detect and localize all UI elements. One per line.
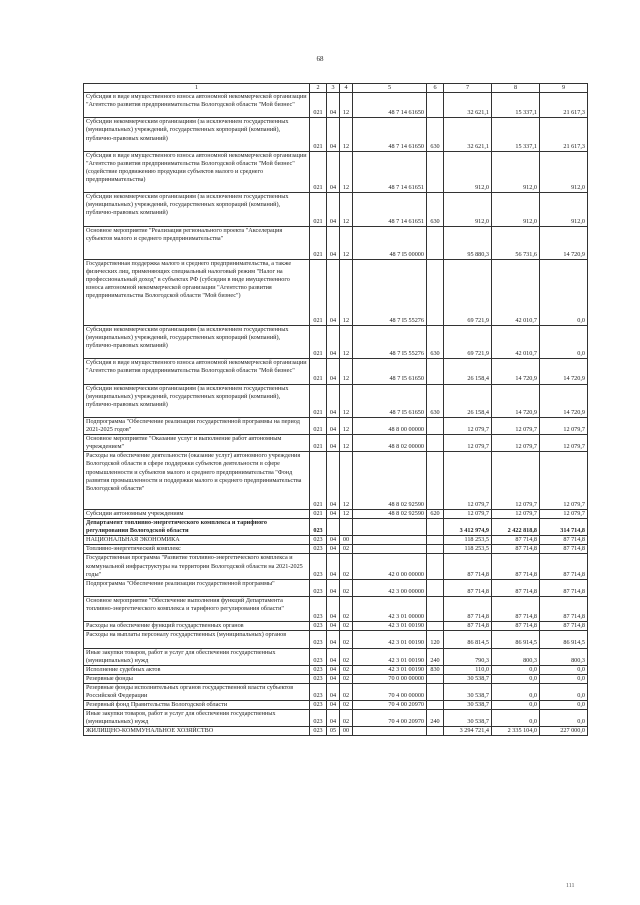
header-cell: 5 xyxy=(353,84,427,93)
row-value-cell: 023 xyxy=(310,545,327,554)
row-label-cell: Иные закупки товаров, работ и услуг для обеспечения государственных (муниципальных) нужд xyxy=(84,710,310,727)
row-value-cell xyxy=(353,727,427,736)
row-value-cell: 14 720,9 xyxy=(540,384,588,417)
row-value-cell: 04 xyxy=(327,226,340,259)
row-value-cell: 87 714,8 xyxy=(540,579,588,596)
row-value-cell: 630 xyxy=(427,384,444,417)
table-row xyxy=(84,674,588,683)
row-value-cell: 04 xyxy=(327,93,340,118)
row-value-cell: 70 4 00 20970 xyxy=(353,701,427,710)
row-value-cell: 12 xyxy=(340,435,353,452)
row-value-cell: 12 079,7 xyxy=(540,452,588,510)
row-value-cell: 04 xyxy=(327,359,340,384)
row-value-cell: 87 714,8 xyxy=(444,579,492,596)
row-value-cell: 021 xyxy=(310,452,327,510)
header-cell: 4 xyxy=(340,84,353,93)
row-value-cell: 86 814,5 xyxy=(444,631,492,648)
row-value-cell: 0,0 xyxy=(492,683,540,700)
row-value-cell xyxy=(327,519,340,536)
row-value-cell: 04 xyxy=(327,435,340,452)
row-value-cell: 0,0 xyxy=(492,710,540,727)
row-value-cell: 42 3 01 00190 xyxy=(353,631,427,648)
row-value-cell: 04 xyxy=(327,631,340,648)
row-value-cell: 02 xyxy=(340,710,353,727)
row-value-cell xyxy=(353,545,427,554)
row-value-cell: 023 xyxy=(310,596,327,621)
row-value-cell: 48 8 02 92590 xyxy=(353,452,427,510)
row-value-cell: 87 714,8 xyxy=(492,579,540,596)
row-value-cell: 42 010,7 xyxy=(492,325,540,358)
row-value-cell: 42 3 01 00190 xyxy=(353,648,427,665)
row-value-cell: 87 714,8 xyxy=(540,596,588,621)
row-value-cell: 12 xyxy=(340,118,353,151)
row-label-cell: Расходы на обеспечение функций государственных органов xyxy=(84,622,310,631)
row-value-cell: 12 079,7 xyxy=(444,510,492,519)
row-value-cell: 02 xyxy=(340,545,353,554)
row-value-cell: 04 xyxy=(327,545,340,554)
row-value-cell: 023 xyxy=(310,631,327,648)
row-value-cell: 04 xyxy=(327,701,340,710)
header-cell: 7 xyxy=(444,84,492,93)
row-value-cell: 87 714,8 xyxy=(540,536,588,545)
row-value-cell: 04 xyxy=(327,648,340,665)
row-value-cell: 87 714,8 xyxy=(540,554,588,579)
header-cell: 1 xyxy=(84,84,310,93)
header-cell: 8 xyxy=(492,84,540,93)
row-value-cell: 12 079,7 xyxy=(444,452,492,510)
row-value-cell: 023 xyxy=(310,710,327,727)
row-value-cell: 87 714,8 xyxy=(444,596,492,621)
table-row xyxy=(84,596,588,621)
row-value-cell: 30 538,7 xyxy=(444,683,492,700)
table-row xyxy=(84,727,588,736)
row-value-cell: 87 714,8 xyxy=(492,622,540,631)
table-row xyxy=(84,226,588,259)
row-label-cell: Резервные фонды исполнительных органов государственной власти субъектов Российской Федерации xyxy=(84,683,310,700)
row-label-cell: Государственная поддержка малого и среднего предпринимательства, а также физических лиц, применяющих специальный налоговый режим "Налог на профессиональный доход" в субъектах РФ (субсидия в виде имущественного взноса автономной некоммерческой организации "Агентство развития предпринимательства Вологодской области "Мой бизнес") xyxy=(84,260,310,326)
row-value-cell: 0,0 xyxy=(540,260,588,326)
table-row xyxy=(84,631,588,648)
row-value-cell: 023 xyxy=(310,648,327,665)
row-value-cell: 42 3 01 00190 xyxy=(353,622,427,631)
row-value-cell: 02 xyxy=(340,596,353,621)
row-value-cell: 70 4 00 00000 xyxy=(353,683,427,700)
row-value-cell: 12 079,7 xyxy=(540,435,588,452)
row-value-cell: 04 xyxy=(327,510,340,519)
row-value-cell: 830 xyxy=(427,665,444,674)
row-value-cell: 12 xyxy=(340,359,353,384)
row-label-cell: Топливно-энергетический комплекс xyxy=(84,545,310,554)
row-value-cell: 02 xyxy=(340,701,353,710)
table-row xyxy=(84,452,588,510)
header-cell: 6 xyxy=(427,84,444,93)
row-label-cell: Подпрограмма "Обеспечение реализации государственной программы" xyxy=(84,579,310,596)
row-value-cell: 14 720,9 xyxy=(492,359,540,384)
row-value-cell: 00 xyxy=(340,536,353,545)
header-cell: 9 xyxy=(540,84,588,93)
row-value-cell: 48 7 14 61650 xyxy=(353,93,427,118)
row-value-cell: 790,3 xyxy=(444,648,492,665)
row-value-cell: 21 617,3 xyxy=(540,93,588,118)
row-value-cell: 12 xyxy=(340,226,353,259)
row-value-cell: 04 xyxy=(327,710,340,727)
row-value-cell: 48 7 I5 00000 xyxy=(353,226,427,259)
row-value-cell: 14 720,9 xyxy=(492,384,540,417)
table-row xyxy=(84,545,588,554)
header-cell: 3 xyxy=(327,84,340,93)
row-value-cell: 04 xyxy=(327,554,340,579)
row-label-cell: Департамент топливно-энергетического комплекса и тарифного регулирования Вологодской области xyxy=(84,519,310,536)
row-value-cell: 0,0 xyxy=(540,710,588,727)
table-row xyxy=(84,665,588,674)
table-row xyxy=(84,193,588,226)
row-value-cell: 14 720,9 xyxy=(540,359,588,384)
table-row xyxy=(84,683,588,700)
row-value-cell: 118 253,5 xyxy=(444,536,492,545)
row-value-cell: 021 xyxy=(310,151,327,193)
row-value-cell xyxy=(427,151,444,193)
row-value-cell: 48 7 I5 61650 xyxy=(353,359,427,384)
row-label-cell: Основное мероприятие "Обеспечение выполнения функций Департамента топливно-энергетического комплекса и тарифного регулирования области" xyxy=(84,596,310,621)
row-value-cell: 42 3 01 00000 xyxy=(353,596,427,621)
row-value-cell: 02 xyxy=(340,665,353,674)
row-label-cell: Исполнение судебных актов xyxy=(84,665,310,674)
row-value-cell: 12 079,7 xyxy=(492,435,540,452)
row-value-cell: 42 010,7 xyxy=(492,260,540,326)
row-value-cell: 02 xyxy=(340,683,353,700)
row-value-cell: 69 721,9 xyxy=(444,260,492,326)
row-value-cell: 12 xyxy=(340,93,353,118)
row-value-cell: 02 xyxy=(340,554,353,579)
header-cell: 2 xyxy=(310,84,327,93)
row-value-cell: 12 xyxy=(340,510,353,519)
row-value-cell: 12 xyxy=(340,151,353,193)
row-value-cell: 021 xyxy=(310,510,327,519)
row-value-cell: 021 xyxy=(310,226,327,259)
row-value-cell: 04 xyxy=(327,622,340,631)
row-value-cell: 00 xyxy=(340,727,353,736)
row-value-cell: 04 xyxy=(327,683,340,700)
row-value-cell xyxy=(427,226,444,259)
row-value-cell: 04 xyxy=(327,452,340,510)
row-value-cell: 05 xyxy=(327,727,340,736)
row-label-cell: Иные закупки товаров, работ и услуг для обеспечения государственных (муниципальных) нужд xyxy=(84,648,310,665)
table-row xyxy=(84,710,588,727)
row-value-cell: 0,0 xyxy=(492,701,540,710)
row-value-cell: 630 xyxy=(427,118,444,151)
row-value-cell: 86 914,5 xyxy=(540,631,588,648)
row-value-cell: 02 xyxy=(340,674,353,683)
row-value-cell: 04 xyxy=(327,579,340,596)
row-label-cell: Основное мероприятие "Реализация регионального проекта "Акселерация субъектов малого и среднего предпринимательства" xyxy=(84,226,310,259)
row-label-cell: Субсидия в виде имущественного взноса автономной некоммерческой организации "Агентство развития предпринимательства Вологодской области "Мой бизнес" (содействие продвижению продукции субъектов малого и среднего предпринимательства) xyxy=(84,151,310,193)
row-value-cell: 800,3 xyxy=(492,648,540,665)
row-value-cell: 04 xyxy=(327,260,340,326)
table-row xyxy=(84,519,588,536)
row-label-cell: ЖИЛИЩНО-КОММУНАЛЬНОЕ ХОЗЯЙСТВО xyxy=(84,727,310,736)
row-value-cell: 0,0 xyxy=(540,325,588,358)
table-row xyxy=(84,510,588,519)
table-row xyxy=(84,384,588,417)
row-value-cell: 118 253,5 xyxy=(444,545,492,554)
row-value-cell: 314 714,8 xyxy=(540,519,588,536)
row-value-cell: 021 xyxy=(310,384,327,417)
row-value-cell: 110,0 xyxy=(444,665,492,674)
row-value-cell xyxy=(427,622,444,631)
row-value-cell: 12 xyxy=(340,325,353,358)
row-value-cell: 30 538,7 xyxy=(444,710,492,727)
row-value-cell: 04 xyxy=(327,674,340,683)
table-row xyxy=(84,579,588,596)
row-value-cell: 0,0 xyxy=(492,674,540,683)
row-value-cell: 32 621,1 xyxy=(444,93,492,118)
table-row xyxy=(84,260,588,326)
row-value-cell: 2 335 104,0 xyxy=(492,727,540,736)
row-value-cell: 12 xyxy=(340,452,353,510)
row-value-cell: 023 xyxy=(310,519,327,536)
row-value-cell xyxy=(427,701,444,710)
row-value-cell: 48 7 I5 61650 xyxy=(353,384,427,417)
row-value-cell: 87 714,8 xyxy=(492,596,540,621)
row-value-cell: 04 xyxy=(327,384,340,417)
table-header-row xyxy=(84,84,588,93)
row-value-cell: 70 0 00 00000 xyxy=(353,674,427,683)
row-value-cell: 32 621,1 xyxy=(444,118,492,151)
row-value-cell: 021 xyxy=(310,118,327,151)
row-value-cell xyxy=(427,554,444,579)
row-value-cell: 912,0 xyxy=(492,151,540,193)
row-value-cell xyxy=(427,674,444,683)
row-value-cell: 912,0 xyxy=(540,193,588,226)
row-value-cell: 023 xyxy=(310,727,327,736)
row-value-cell: 04 xyxy=(327,193,340,226)
table-row xyxy=(84,648,588,665)
row-value-cell: 02 xyxy=(340,622,353,631)
row-value-cell: 70 4 00 20970 xyxy=(353,710,427,727)
row-value-cell: 30 538,7 xyxy=(444,674,492,683)
row-value-cell: 021 xyxy=(310,435,327,452)
row-value-cell xyxy=(427,452,444,510)
row-value-cell xyxy=(353,536,427,545)
row-value-cell: 12 079,7 xyxy=(444,435,492,452)
row-value-cell: 12 079,7 xyxy=(492,452,540,510)
row-label-cell: Субсидии некоммерческим организациям (за исключением государственных (муниципальных) учреждений, государственных корпораций (компаний), публично-правовых компаний) xyxy=(84,384,310,417)
row-value-cell: 023 xyxy=(310,579,327,596)
row-value-cell: 02 xyxy=(340,631,353,648)
row-label-cell: Расходы на выплаты персоналу государственных (муниципальных) органов xyxy=(84,631,310,648)
row-value-cell: 021 xyxy=(310,359,327,384)
row-value-cell: 021 xyxy=(310,260,327,326)
row-value-cell: 800,3 xyxy=(540,648,588,665)
row-value-cell xyxy=(427,727,444,736)
row-value-cell xyxy=(340,519,353,536)
row-label-cell: Подпрограмма "Обеспечение реализации государственной программы на период 2021-2025 годов" xyxy=(84,417,310,434)
row-label-cell: Резервные фонды xyxy=(84,674,310,683)
row-value-cell: 04 xyxy=(327,151,340,193)
row-value-cell: 42 3 00 00000 xyxy=(353,579,427,596)
row-value-cell: 87 714,8 xyxy=(492,554,540,579)
row-value-cell: 0,0 xyxy=(540,701,588,710)
row-value-cell xyxy=(427,579,444,596)
row-label-cell: Государственная программа "Развитие топливно-энергетического комплекса и коммунальной инфраструктуры на территории Вологодской области на 2021-2025 годы" xyxy=(84,554,310,579)
row-value-cell: 48 7 14 61650 xyxy=(353,118,427,151)
row-value-cell: 240 xyxy=(427,710,444,727)
row-value-cell: 86 914,5 xyxy=(492,631,540,648)
row-value-cell: 021 xyxy=(310,93,327,118)
row-value-cell xyxy=(427,519,444,536)
table-row xyxy=(84,151,588,193)
table-row xyxy=(84,93,588,118)
row-value-cell: 69 721,9 xyxy=(444,325,492,358)
row-value-cell: 48 7 14 61651 xyxy=(353,151,427,193)
row-value-cell: 48 7 I5 55276 xyxy=(353,325,427,358)
row-value-cell: 023 xyxy=(310,701,327,710)
row-value-cell: 87 714,8 xyxy=(540,622,588,631)
row-value-cell: 04 xyxy=(327,536,340,545)
row-label-cell: Резервный фонд Правительства Вологодской области xyxy=(84,701,310,710)
row-value-cell: 21 617,3 xyxy=(540,118,588,151)
row-value-cell: 2 422 818,8 xyxy=(492,519,540,536)
row-label-cell: Субсидия в виде имущественного взноса автономной некоммерческой организации "Агентство развития предпринимательства Вологодской области "Мой бизнес" xyxy=(84,359,310,384)
row-value-cell: 48 8 02 92590 xyxy=(353,510,427,519)
row-value-cell: 12 xyxy=(340,384,353,417)
row-value-cell: 120 xyxy=(427,631,444,648)
row-value-cell: 240 xyxy=(427,648,444,665)
page-number: 68 xyxy=(316,55,324,63)
row-value-cell: 26 158,4 xyxy=(444,359,492,384)
table-row xyxy=(84,701,588,710)
row-value-cell: 04 xyxy=(327,325,340,358)
row-value-cell: 0,0 xyxy=(540,683,588,700)
row-value-cell: 023 xyxy=(310,665,327,674)
row-value-cell: 95 880,3 xyxy=(444,226,492,259)
row-label-cell: Субсидии некоммерческим организациям (за исключением государственных (муниципальных) учреждений, государственных корпораций (компаний), публично-правовых компаний) xyxy=(84,193,310,226)
row-value-cell: 023 xyxy=(310,683,327,700)
table-row xyxy=(84,554,588,579)
row-value-cell: 12 xyxy=(340,417,353,434)
row-value-cell xyxy=(353,519,427,536)
row-value-cell: 227 000,0 xyxy=(540,727,588,736)
row-value-cell: 12 079,7 xyxy=(540,417,588,434)
row-value-cell xyxy=(427,93,444,118)
row-value-cell: 04 xyxy=(327,665,340,674)
row-value-cell: 620 xyxy=(427,510,444,519)
row-value-cell: 12 xyxy=(340,260,353,326)
table-row xyxy=(84,435,588,452)
row-value-cell: 04 xyxy=(327,118,340,151)
row-value-cell: 42 3 01 00190 xyxy=(353,665,427,674)
table-row xyxy=(84,536,588,545)
table-row xyxy=(84,118,588,151)
row-value-cell xyxy=(427,683,444,700)
row-value-cell: 912,0 xyxy=(492,193,540,226)
row-value-cell: 30 538,7 xyxy=(444,701,492,710)
row-value-cell: 0,0 xyxy=(540,674,588,683)
row-label-cell: Основное мероприятие "Оказание услуг и выполнение работ автономным учреждением" xyxy=(84,435,310,452)
row-value-cell: 87 714,8 xyxy=(492,545,540,554)
table-row xyxy=(84,359,588,384)
row-value-cell: 0,0 xyxy=(540,665,588,674)
budget-table xyxy=(83,83,588,736)
row-value-cell xyxy=(427,260,444,326)
row-value-cell: 15 337,1 xyxy=(492,118,540,151)
row-value-cell: 48 7 I5 55276 xyxy=(353,260,427,326)
row-value-cell: 12 xyxy=(340,193,353,226)
row-value-cell: 023 xyxy=(310,554,327,579)
row-value-cell: 87 714,8 xyxy=(444,622,492,631)
row-value-cell: 0,0 xyxy=(492,665,540,674)
row-value-cell: 04 xyxy=(327,596,340,621)
row-label-cell: Субсидии некоммерческим организациям (за исключением государственных (муниципальных) учреждений, государственных корпораций (компаний), публично-правовых компаний) xyxy=(84,118,310,151)
row-label-cell: НАЦИОНАЛЬНАЯ ЭКОНОМИКА xyxy=(84,536,310,545)
row-value-cell: 26 158,4 xyxy=(444,384,492,417)
row-value-cell: 630 xyxy=(427,325,444,358)
row-label-cell: Субсидии некоммерческим организациям (за исключением государственных (муниципальных) учреждений, государственных корпораций (компаний), публично-правовых компаний) xyxy=(84,325,310,358)
row-value-cell: 3 294 721,4 xyxy=(444,727,492,736)
row-value-cell: 42 0 00 00000 xyxy=(353,554,427,579)
table-row xyxy=(84,325,588,358)
row-value-cell: 021 xyxy=(310,193,327,226)
row-value-cell: 14 720,9 xyxy=(540,226,588,259)
row-value-cell xyxy=(427,545,444,554)
row-value-cell: 04 xyxy=(327,417,340,434)
row-value-cell xyxy=(427,417,444,434)
row-value-cell: 023 xyxy=(310,622,327,631)
row-value-cell: 021 xyxy=(310,325,327,358)
row-value-cell: 02 xyxy=(340,579,353,596)
row-value-cell: 87 714,8 xyxy=(492,536,540,545)
row-value-cell: 12 079,7 xyxy=(540,510,588,519)
row-value-cell: 48 8 02 00000 xyxy=(353,435,427,452)
row-value-cell: 87 714,8 xyxy=(444,554,492,579)
row-value-cell: 021 xyxy=(310,417,327,434)
row-value-cell xyxy=(427,536,444,545)
table-row xyxy=(84,417,588,434)
row-value-cell: 12 079,7 xyxy=(492,510,540,519)
row-value-cell: 56 731,6 xyxy=(492,226,540,259)
row-label-cell: Субсидии автономным учреждениям xyxy=(84,510,310,519)
row-value-cell: 3 412 974,9 xyxy=(444,519,492,536)
row-value-cell: 912,0 xyxy=(540,151,588,193)
row-value-cell xyxy=(427,596,444,621)
row-value-cell: 630 xyxy=(427,193,444,226)
row-value-cell: 48 7 14 61651 xyxy=(353,193,427,226)
row-value-cell: 023 xyxy=(310,674,327,683)
row-value-cell: 912,0 xyxy=(444,151,492,193)
row-value-cell xyxy=(427,435,444,452)
row-value-cell: 48 8 00 00000 xyxy=(353,417,427,434)
row-value-cell: 87 714,8 xyxy=(540,545,588,554)
row-label-cell: Расходы на обеспечение деятельности (оказание услуг) автономного учреждения Вологодской области в сфере поддержки субъектов деятельности в сфере промышленности и субъектов малого и среднего предпринимательства "Фонд развития промышленности и поддержки малого и среднего предпринимательства Вологодской области" xyxy=(84,452,310,510)
row-label-cell: Субсидия в виде имущественного взноса автономной некоммерческой организации "Агентство развития предпринимательства Вологодской области "Мой бизнес" xyxy=(84,93,310,118)
row-value-cell: 023 xyxy=(310,536,327,545)
table-row xyxy=(84,622,588,631)
row-value-cell: 912,0 xyxy=(444,193,492,226)
row-value-cell: 02 xyxy=(340,648,353,665)
footer-mark: 111 xyxy=(566,883,575,889)
row-value-cell: 15 337,1 xyxy=(492,93,540,118)
row-value-cell: 12 079,7 xyxy=(444,417,492,434)
row-value-cell xyxy=(427,359,444,384)
row-value-cell: 12 079,7 xyxy=(492,417,540,434)
